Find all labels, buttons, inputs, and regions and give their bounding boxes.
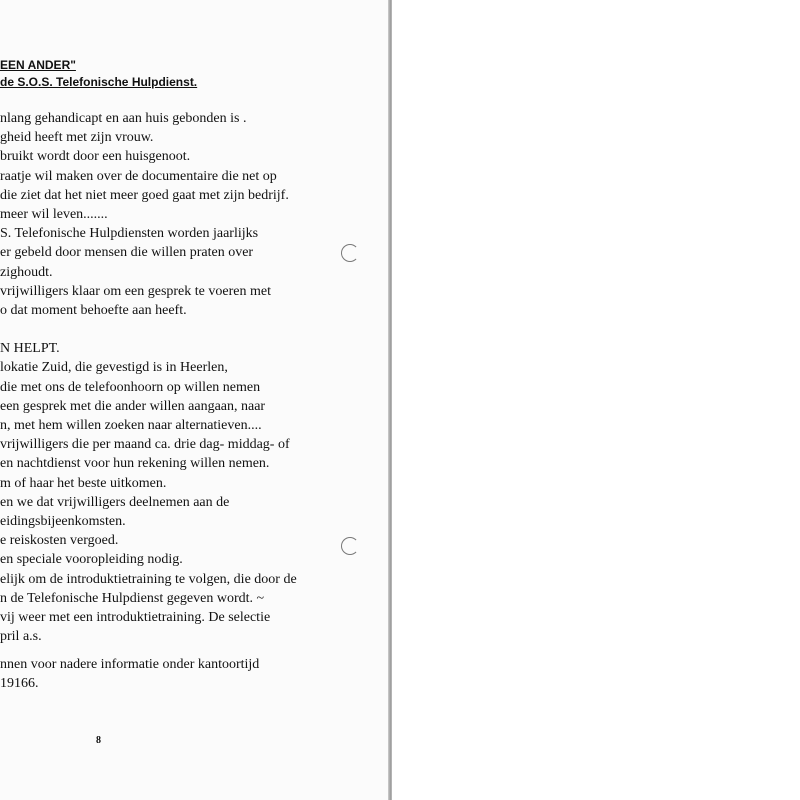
text-line: elijk om de introduktietraining te volgen, die door de	[0, 571, 297, 587]
text-line: zighoudt.	[0, 264, 53, 280]
text-line: en we dat vrijwilligers deelnemen aan de	[0, 494, 230, 510]
text-line: vrijwilligers klaar om een gesprek te voeren met	[0, 283, 271, 299]
page-number: 8	[96, 735, 101, 746]
text-line: N HELPT.	[0, 341, 60, 357]
text-line: raatje wil maken over de documentaire die net op	[0, 168, 277, 184]
text-line: n, met hem willen zoeken naar alternatieven....	[0, 418, 262, 433]
text-line: er gebeld door mensen die willen praten over	[0, 245, 254, 261]
text-line: een gesprek met die ander willen aangaan, naar	[0, 398, 266, 414]
text-line: en nachtdienst voor hun rekening willen nemen.	[0, 456, 270, 472]
text-line: n de Telefonische Hulpdienst gegeven wordt. ~	[0, 590, 265, 606]
text-line: die ziet dat het niet meer goed gaat met zijn bedrijf.	[0, 187, 289, 203]
right-page-blank	[392, 0, 800, 800]
text-line: S. Telefonische Hulpdiensten worden jaarlijks	[0, 226, 259, 242]
text-line: m of haar het beste uitkomen.	[0, 475, 167, 491]
text-line: vij weer met een introduktietraining. De selectie	[0, 609, 271, 625]
text-line: bruikt wordt door een huisgenoot.	[0, 149, 191, 165]
text-line: nlang gehandicapt en aan huis gebonden is .	[0, 111, 247, 126]
text-line: e reiskosten vergoed.	[0, 533, 119, 549]
text-line: eidingsbijeenkomsten.	[0, 513, 126, 529]
text-line: en speciale vooropleiding nodig.	[0, 552, 183, 568]
text-line	[0, 320, 360, 339]
body-text	[0, 109, 360, 646]
text-line: pril a.s.	[0, 629, 42, 645]
contact-text	[0, 655, 360, 693]
heading-subtitle: de S.O.S. Telefonische Hulpdienst.	[0, 75, 198, 89]
punch-hole-mark	[341, 244, 359, 262]
contact-line: nnen voor nadere informatie onder kantoortijd	[0, 657, 260, 672]
text-line: o dat moment behoefte aan heeft.	[0, 302, 187, 318]
punch-hole-mark	[341, 537, 359, 555]
text-line: lokatie Zuid, die gevestigd is in Heerlen,	[0, 360, 228, 376]
text-line: gheid heeft met zijn vrouw.	[0, 130, 154, 146]
left-page	[0, 0, 392, 800]
text-line: meer wil leven.......	[0, 206, 108, 222]
heading-title: EEN ANDER"	[0, 58, 76, 72]
text-line: die met ons de telefoonhoorn op willen nemen	[0, 379, 261, 395]
contact-line: 19166.	[0, 676, 39, 692]
text-line: vrijwilligers die per maand ca. drie dag- middag- of	[0, 437, 290, 453]
